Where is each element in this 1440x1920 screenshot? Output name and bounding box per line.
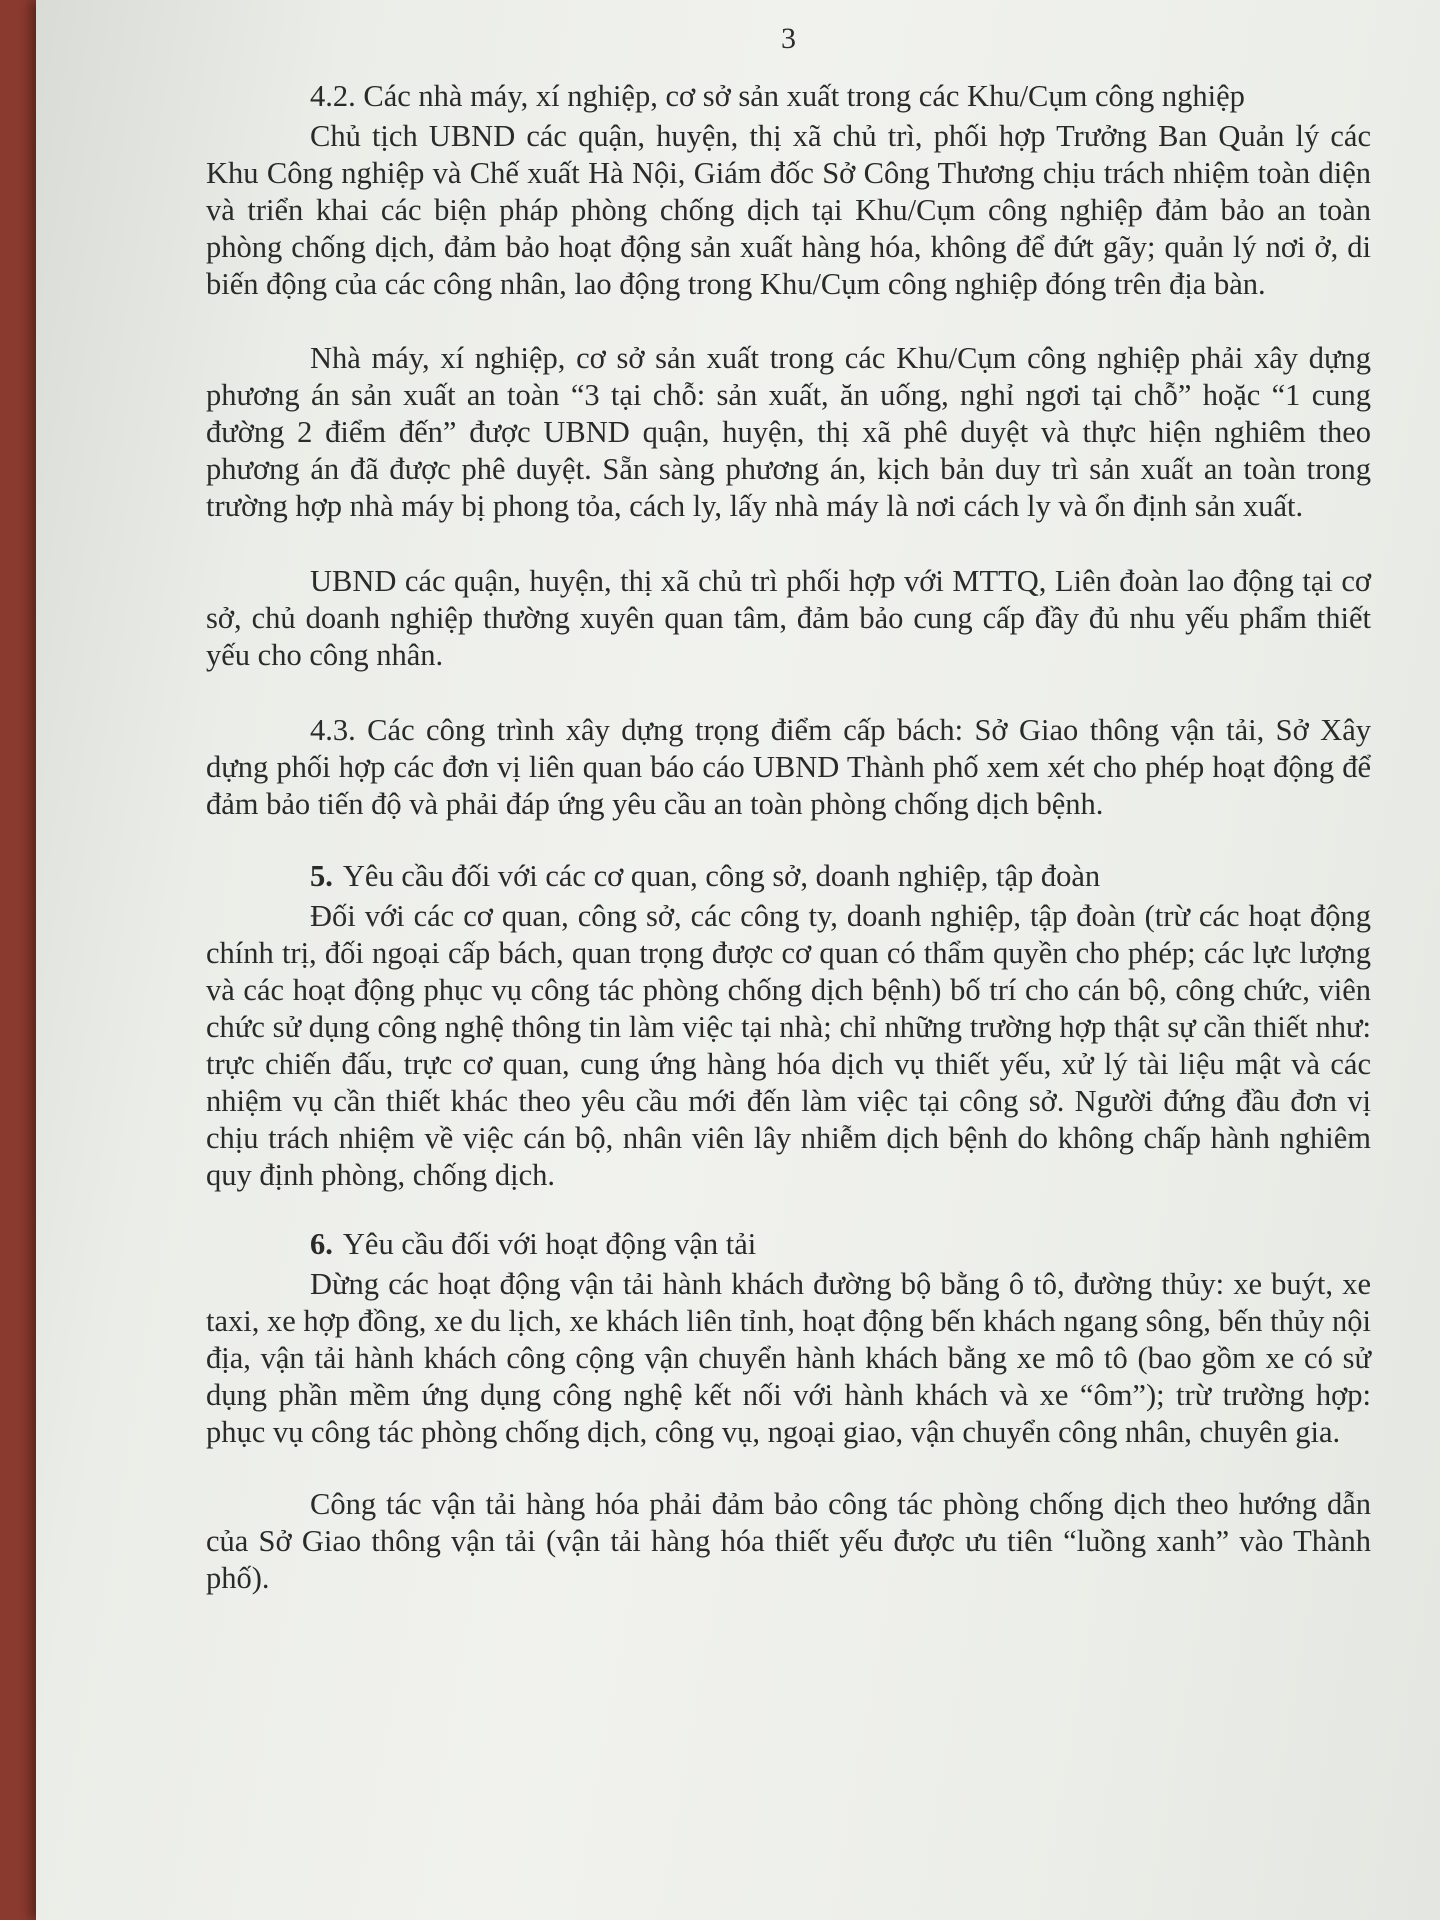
section-5-number: 5. — [310, 859, 333, 893]
section-4-2-paragraph-2: Nhà máy, xí nghiệp, cơ sở sản xuất trong các Khu/Cụm công nghiệp phải xây dựng phương án sản xuất an toàn “3 tại chỗ: sản xuất, ăn uống, nghỉ ngơi tại chỗ” hoặc “1 cung đường 2 điểm đến” được UBND quận, huyện, thị xã phê duyệt và thực hiện nghiêm theo phương án đã được phê duyệt. Sẵn sàng phương án, kịch bản duy trì sản xuất an toàn trong trường hợp nhà máy bị phong tỏa, cách ly, lấy nhà máy là nơi cách ly và ổn định sản xuất. — [206, 341, 1371, 523]
section-4-2-paragraph-3: UBND các quận, huyện, thị xã chủ trì phối hợp với MTTQ, Liên đoàn lao động tại cơ sở, chủ doanh nghiệp thường xuyên quan tâm, đảm bảo cung cấp đầy đủ nhu yếu phẩm thiết yếu cho công nhân. — [206, 564, 1371, 672]
section-6-heading — [310, 1226, 756, 1263]
section-6-paragraph-2: Công tác vận tải hàng hóa phải đảm bảo công tác phòng chống dịch theo hướng dẫn của Sở Giao thông vận tải (vận tải hàng hóa thiết yếu được ưu tiên “luồng xanh” vào Thành phố). — [206, 1487, 1371, 1595]
section-4-3-paragraph: 4.3. Các công trình xây dựng trọng điểm cấp bách: Sở Giao thông vận tải, Sở Xây dựng phối hợp các đơn vị liên quan báo cáo UBND Thành phố xem xét cho phép hoạt động để đảm bảo tiến độ và phải đáp ứng yêu cầu an toàn phòng chống dịch bệnh. — [206, 713, 1371, 821]
section-4-2-heading: 4.2. Các nhà máy, xí nghiệp, cơ sở sản xuất trong các Khu/Cụm công nghiệp — [310, 79, 1245, 113]
document-page — [36, 0, 1440, 1920]
section-6-paragraph-1: Dừng các hoạt động vận tải hành khách đường bộ bằng ô tô, đường thủy: xe buýt, xe taxi, xe hợp đồng, xe du lịch, xe khách liên tỉnh, hoạt động bến khách ngang sông, bến thủy nội địa, vận tải hành khách công cộng vận chuyển hành khách bằng xe mô tô (bao gồm xe có sử dụng phần mềm ứng dụng công nghệ kết nối với hành khách và xe “ôm”); trừ trường hợp: phục vụ công tác phòng chống dịch, công vụ, ngoại giao, vận chuyển công nhân, chuyên gia. — [206, 1267, 1371, 1449]
section-5-heading — [310, 858, 1100, 895]
page-number: 3 — [781, 22, 796, 55]
section-5-title: Yêu cầu đối với các cơ quan, công sở, doanh nghiệp, tập đoàn — [342, 859, 1101, 893]
section-6-title: Yêu cầu đối với hoạt động vận tải — [342, 1227, 757, 1261]
section-6-number: 6. — [310, 1227, 333, 1261]
section-5-paragraph: Đối với các cơ quan, công sở, các công ty, doanh nghiệp, tập đoàn (trừ các hoạt động chính trị, đối ngoại cấp bách, quan trọng được cơ quan có thẩm quyền cho phép; các lực lượng và các hoạt động phục vụ công tác phòng chống dịch bệnh) bố trí cho cán bộ, công chức, viên chức sử dụng công nghệ thông tin làm việc tại nhà; chỉ những trường hợp thật sự cần thiết như: trực chiến đấu, trực cơ quan, cung ứng hàng hóa dịch vụ thiết yếu, xử lý tài liệu mật và các nhiệm vụ cần thiết khác theo yêu cầu mới đến làm việc tại công sở. Người đứng đầu đơn vị chịu trách nhiệm về việc cán bộ, nhân viên lây nhiễm dịch bệnh do không chấp hành nghiêm quy định phòng, chống dịch. — [206, 899, 1371, 1192]
section-4-2-paragraph-1: Chủ tịch UBND các quận, huyện, thị xã chủ trì, phối hợp Trưởng Ban Quản lý các Khu Công nghiệp và Chế xuất Hà Nội, Giám đốc Sở Công Thương chịu trách nhiệm toàn diện và triển khai các biện pháp phòng chống dịch tại Khu/Cụm công nghiệp đảm bảo an toàn phòng chống dịch, đảm bảo hoạt động sản xuất hàng hóa, không để đứt gãy; quản lý nơi ở, di biến động của các công nhân, lao động trong Khu/Cụm công nghiệp đóng trên địa bàn. — [206, 119, 1371, 301]
